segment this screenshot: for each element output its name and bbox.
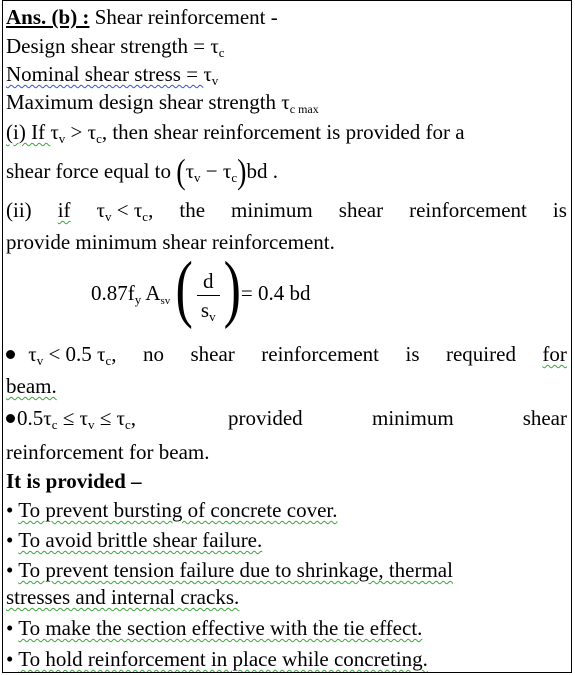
definition-design-shear-strength bbox=[6, 33, 567, 59]
word: required bbox=[445, 342, 516, 366]
word: shear bbox=[522, 406, 567, 430]
bullet-minimum-shear-line-2 bbox=[6, 439, 567, 465]
provided-item-5 bbox=[6, 646, 567, 672]
bullet-condition bbox=[6, 341, 117, 367]
word: is bbox=[405, 342, 420, 366]
right-paren: ) bbox=[237, 153, 247, 192]
provided-item-2 bbox=[6, 527, 567, 553]
bullet-no-shear-line-2 bbox=[6, 373, 567, 399]
provided-title bbox=[6, 468, 567, 494]
definition-label: Nominal shear stress = bbox=[6, 62, 204, 86]
word: shear bbox=[338, 198, 384, 222]
left-paren: ( bbox=[176, 153, 186, 192]
case-i-bd: bd . bbox=[246, 159, 278, 183]
subscript: c bbox=[218, 45, 225, 60]
case-i-end: , then shear reinforcement is provided for a bbox=[101, 120, 465, 144]
bullet-no-shear-line-1 bbox=[6, 341, 567, 367]
formula-rhs: = 0.4 bd bbox=[240, 281, 311, 305]
fraction-bar bbox=[197, 295, 220, 296]
tau-symbol: τ bbox=[116, 406, 125, 430]
formula bbox=[91, 247, 567, 331]
subscript: c bbox=[124, 417, 131, 432]
document-frame bbox=[2, 0, 572, 673]
fraction bbox=[197, 269, 220, 322]
subscript: y bbox=[134, 292, 142, 307]
subscript: v bbox=[87, 417, 95, 432]
tau-symbol: τ bbox=[97, 342, 106, 366]
fraction-denominator bbox=[197, 298, 220, 322]
bullet-icon bbox=[6, 414, 15, 423]
subscript: v bbox=[209, 308, 216, 324]
tau-symbol: τ bbox=[87, 120, 97, 144]
provided-title-text: It is provided – bbox=[6, 469, 142, 493]
bullet-icon: • bbox=[6, 558, 14, 582]
bullet-icon: • bbox=[6, 647, 14, 671]
word: provided bbox=[228, 406, 303, 430]
subscript: v bbox=[58, 131, 66, 146]
bullet-prefix: 0.5 bbox=[17, 406, 44, 430]
provided-item-3 bbox=[6, 557, 567, 583]
subscript: v bbox=[36, 353, 44, 368]
definition-label: Design shear strength = bbox=[6, 34, 211, 58]
tau-symbol: τ bbox=[133, 198, 143, 222]
answer-title: Shear reinforcement - bbox=[89, 5, 278, 29]
minus: − bbox=[200, 159, 223, 183]
word: for bbox=[542, 342, 567, 366]
subscript: v bbox=[211, 73, 219, 88]
formula-coefficient: 0.87f bbox=[91, 281, 135, 305]
word: the bbox=[179, 198, 206, 222]
case-ii-text: provide minimum shear reinforcement. bbox=[6, 230, 335, 254]
case-i-line-1 bbox=[6, 119, 567, 145]
tau-symbol: τ bbox=[28, 342, 37, 366]
definition-nominal-shear-stress bbox=[6, 61, 567, 87]
provided-item-text: To avoid brittle shear failure. bbox=[18, 528, 263, 552]
provided-item-4 bbox=[6, 615, 567, 641]
tau-symbol: τ bbox=[222, 159, 232, 183]
provided-item-text: stresses and internal cracks. bbox=[6, 585, 240, 609]
word: no bbox=[143, 342, 164, 366]
den-s: s bbox=[200, 297, 210, 322]
word: reinforcement bbox=[261, 342, 380, 366]
less-equal: ≤ bbox=[94, 406, 117, 430]
subscript: c bbox=[105, 353, 112, 368]
tau-symbol: τ bbox=[96, 198, 105, 222]
word: shear bbox=[190, 342, 235, 366]
greater-than: > bbox=[65, 120, 88, 144]
provided-item-1 bbox=[6, 497, 567, 523]
subscript: c bbox=[231, 170, 238, 185]
tau-symbol: τ bbox=[43, 406, 52, 430]
tau-symbol: τ bbox=[210, 34, 219, 58]
bullet-icon: • bbox=[6, 528, 14, 552]
subscript: c bbox=[96, 131, 102, 146]
subscript: c max bbox=[289, 102, 319, 116]
subscript: c bbox=[51, 417, 58, 432]
bullet-icon: • bbox=[6, 616, 14, 640]
subscript: c bbox=[142, 209, 149, 224]
answer-label: Ans. (b) : bbox=[6, 5, 90, 29]
definition-label: Maximum design shear strength bbox=[6, 90, 282, 114]
subscript: sv bbox=[160, 295, 171, 307]
formula-area: A bbox=[141, 281, 161, 305]
case-i-shear-force-text: shear force equal to bbox=[6, 159, 177, 183]
bullet-condition bbox=[6, 405, 136, 431]
comma: , bbox=[111, 342, 117, 366]
case-ii-line-1 bbox=[6, 197, 567, 223]
provided-item-text: To hold reinforcement in place while concreting. bbox=[18, 647, 428, 671]
comma: , bbox=[148, 198, 154, 222]
provided-item-text: To prevent bursting of concrete cover. bbox=[18, 498, 338, 522]
case-ii-line-2 bbox=[6, 229, 567, 255]
tau-symbol: τ bbox=[281, 90, 290, 114]
less-than: < bbox=[116, 198, 129, 222]
right-big-paren: ) bbox=[223, 247, 241, 331]
subscript: v bbox=[194, 170, 201, 185]
provided-item-3-cont bbox=[6, 584, 567, 610]
definition-max-design-shear-strength bbox=[6, 89, 567, 115]
bullet-mid: < 0.5 bbox=[43, 342, 98, 366]
case-i-line-2 bbox=[6, 153, 567, 192]
word: reinforcement bbox=[409, 198, 527, 222]
less-equal: ≤ bbox=[57, 406, 80, 430]
case-ii-label: (ii) bbox=[6, 198, 32, 222]
case-ii-if: if bbox=[57, 198, 71, 222]
bullet-icon: • bbox=[6, 498, 14, 522]
subscript: v bbox=[105, 209, 112, 224]
left-big-paren: ( bbox=[175, 247, 193, 331]
comma: , bbox=[130, 406, 136, 430]
tau-symbol: τ bbox=[203, 62, 212, 86]
bullet-text: reinforcement for beam. bbox=[6, 440, 210, 464]
bullet-text: beam. bbox=[6, 374, 57, 398]
tau-symbol: τ bbox=[185, 159, 195, 183]
case-i-start: (i) If bbox=[6, 120, 51, 144]
bullet-icon bbox=[6, 350, 15, 359]
provided-item-text: To make the section effective with the tie effect. bbox=[18, 616, 423, 640]
word: is bbox=[552, 198, 567, 222]
tau-symbol: τ bbox=[50, 120, 59, 144]
word: minimum bbox=[372, 406, 454, 430]
tau-symbol: τ bbox=[79, 406, 88, 430]
case-ii-condition bbox=[97, 197, 154, 223]
answer-heading bbox=[6, 4, 567, 30]
fraction-numerator: d bbox=[202, 268, 214, 293]
provided-item-text: To prevent tension failure due to shrinkage, thermal bbox=[18, 558, 453, 582]
word: minimum bbox=[231, 198, 313, 222]
